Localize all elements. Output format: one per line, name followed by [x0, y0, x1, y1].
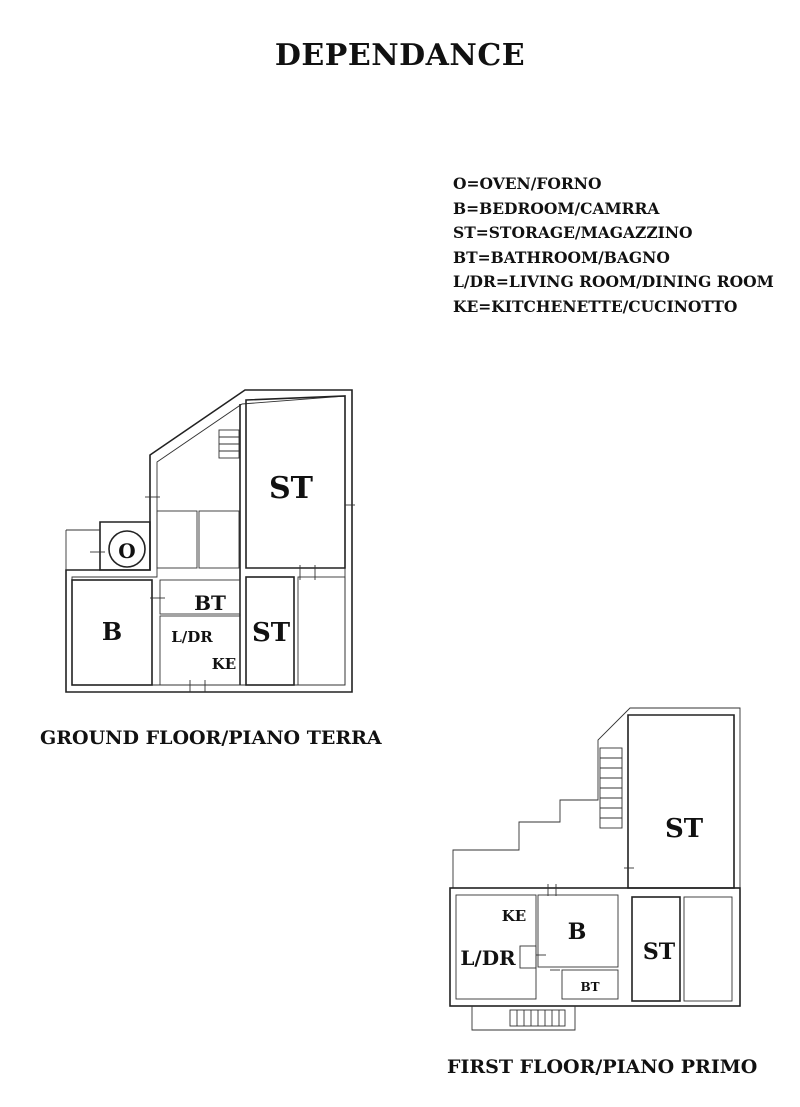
first-label-bedroom: B	[567, 919, 587, 945]
ground-label-bathroom: BT	[194, 591, 226, 615]
ground-label-st-large: ST	[269, 471, 313, 506]
ground-floor-caption: GROUND FLOOR/PIANO TERRA	[40, 727, 382, 749]
first-label-kitchenette: KE	[501, 907, 527, 925]
ground-label-oven: O	[118, 539, 136, 563]
ground-label-kitchenette: KE	[211, 655, 237, 673]
first-label-living: L/DR	[460, 946, 516, 970]
legend-item-bathroom: BT=BATHROOM/BAGNO	[453, 247, 670, 267]
legend-item-kitchenette: KE=KITCHENETTE/CUCINOTTO	[453, 296, 738, 316]
first-floor-caption: FIRST FLOOR/PIANO PRIMO	[447, 1056, 758, 1078]
first-label-st-small: ST	[642, 939, 676, 965]
legend-item-living-dining: L/DR=LIVING ROOM/DINING ROOM	[453, 272, 774, 291]
first-external-stairs	[510, 1010, 565, 1026]
legend-item-oven: O=OVEN/FORNO	[453, 174, 602, 193]
ground-label-living: L/DR	[171, 628, 213, 646]
page-title: DEPENDANCE	[274, 38, 526, 73]
first-label-bathroom: BT	[580, 980, 600, 994]
first-stepped-outline	[453, 708, 740, 888]
ground-label-st-small: ST	[251, 618, 291, 648]
first-st-large-room	[628, 715, 734, 888]
first-stairs	[600, 748, 622, 828]
first-kitchen-counter	[520, 946, 536, 968]
legend-item-bedroom: B=BEDROOM/CAMRRA	[453, 198, 660, 218]
first-side-room	[684, 897, 732, 1001]
first-label-st-large: ST	[664, 814, 704, 844]
legend-item-storage: ST=STORAGE/MAGAZZINO	[453, 223, 693, 242]
ground-label-bedroom: B	[101, 617, 123, 646]
